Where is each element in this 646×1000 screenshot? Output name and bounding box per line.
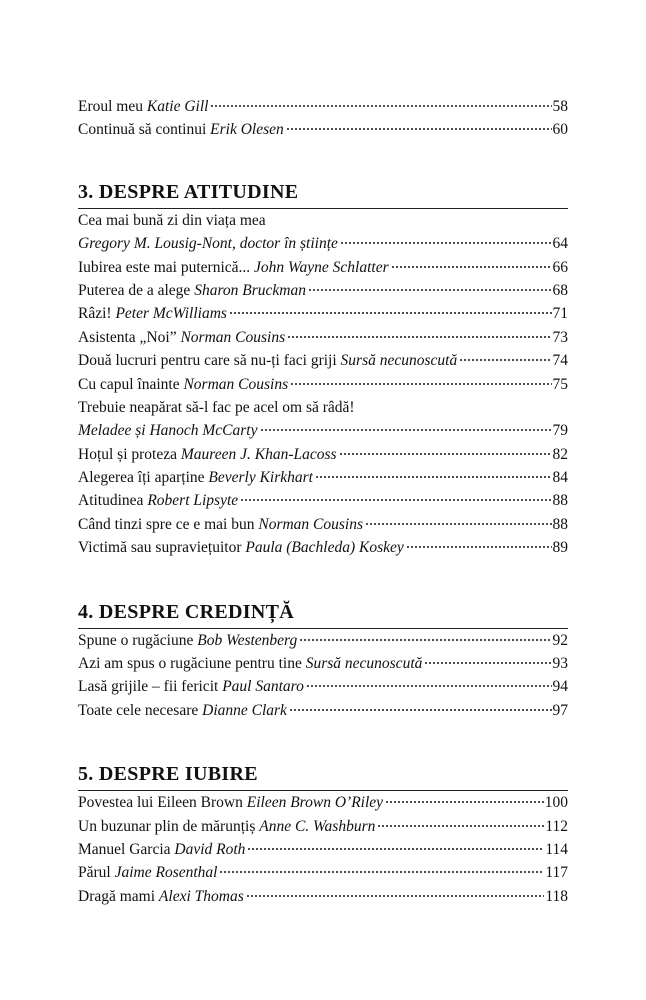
entry-author: John Wayne Schlatter: [254, 258, 389, 276]
dot-leader: [315, 475, 552, 479]
toc-entry: [78, 536, 568, 559]
entry-text: [78, 513, 363, 536]
entry-text: [78, 629, 297, 652]
dot-leader: [385, 800, 544, 804]
entry-title: Două lucruri pentru care să nu-ți faci griji: [78, 352, 341, 370]
entry-text: [78, 443, 337, 466]
entry-author: Norman Cousins: [183, 375, 289, 393]
entry-title: Toate cele necesare: [78, 701, 203, 719]
section-heading: 4. DESPRE CREDINȚĂ: [78, 598, 568, 629]
entry-text: [78, 885, 244, 908]
entry-text: [78, 256, 389, 279]
dot-leader: [210, 104, 551, 108]
entry-title: Puterea de a alege: [78, 281, 195, 299]
toc-entry: [78, 489, 568, 512]
toc-entry: [78, 699, 568, 722]
entry-text: [78, 373, 288, 396]
entry-text: [78, 466, 313, 489]
page-number: 89: [552, 539, 568, 557]
entry-author: Dianne Clark: [202, 701, 287, 719]
entry-text: [78, 699, 287, 722]
page-number: 71: [552, 305, 568, 323]
entry-author: Maureen J. Khan-Lacoss: [180, 445, 337, 463]
page-number: 73: [552, 328, 568, 346]
toc-entry: [78, 326, 568, 349]
dot-leader: [306, 684, 552, 688]
entry-author: Meladee și Hanoch McCarty: [78, 422, 258, 440]
entry-author: Robert Lipsyte: [147, 492, 239, 510]
entry-text: [78, 279, 306, 302]
dot-leader: [240, 498, 551, 502]
page-number: 92: [552, 631, 568, 649]
entry-text: [78, 652, 422, 675]
dot-leader: [247, 847, 544, 851]
page-number: 94: [552, 678, 568, 696]
entry-text: [78, 815, 375, 838]
section-heading: 5. DESPRE IUBIRE: [78, 760, 568, 791]
entry-author: Peter McWilliams: [115, 305, 227, 323]
entry-author: David Roth: [174, 840, 246, 858]
toc-entry: [78, 629, 568, 652]
dot-leader: [246, 894, 545, 898]
toc-entry: [78, 885, 568, 908]
dot-leader: [229, 311, 552, 315]
toc-entry: [78, 349, 568, 372]
dot-leader: [365, 522, 551, 526]
entry-author: Jaime Rosenthal: [114, 864, 218, 882]
page-number: 112: [545, 817, 568, 835]
entry-title: Atitudinea: [78, 492, 148, 510]
toc-entry: [78, 302, 568, 325]
entry-author: Paula (Bachleda) Koskey: [245, 539, 404, 557]
dot-leader: [339, 452, 552, 456]
entry-author: Sursă necunoscută: [305, 655, 423, 673]
entry-title: Trebuie neapărat să-l fac pe acel om să râdă!: [78, 398, 355, 416]
entry-title: Iubirea este mai puternică...: [78, 258, 255, 276]
entry-title: Continuă să continui: [78, 121, 211, 139]
page-number: 88: [552, 492, 568, 510]
dot-leader: [219, 870, 544, 874]
page-number: 82: [552, 445, 568, 463]
entry-author: Sharon Bruckman: [194, 281, 306, 299]
entry-title: Hoțul și proteza: [78, 445, 181, 463]
dot-leader: [260, 428, 552, 432]
entry-author: Norman Cousins: [180, 328, 286, 346]
dot-leader: [289, 708, 552, 712]
page-number: 60: [552, 121, 568, 139]
entry-title: Povestea lui Eileen Brown: [78, 794, 247, 812]
page-number: 100: [544, 794, 568, 812]
entry-text: [78, 489, 238, 512]
toc-entry: [78, 443, 568, 466]
entry-title: Un buzunar plin de mărunțiș: [78, 817, 260, 835]
entry-title: Spune o rugăciune: [78, 631, 198, 649]
entry-text: [78, 675, 304, 698]
dot-leader: [406, 545, 552, 549]
toc-entry: [78, 373, 568, 396]
dot-leader: [459, 358, 551, 362]
dot-leader: [290, 382, 551, 386]
dot-leader: [340, 241, 552, 245]
section-heading: 3. DESPRE ATITUDINE: [78, 178, 568, 209]
entry-author: Norman Cousins: [258, 515, 364, 533]
entry-title: Eroul meu: [78, 98, 147, 115]
page-number: 97: [552, 701, 568, 719]
toc-entry: [78, 652, 568, 675]
entry-author: Paul Santaro: [222, 678, 304, 696]
entry-title: Lasă grijile – fii fericit: [78, 678, 223, 696]
page-number: 75: [552, 375, 568, 393]
toc-entry: [78, 256, 568, 279]
table-of-contents: [78, 95, 568, 908]
page-number: 79: [552, 422, 568, 440]
toc-entry: [78, 419, 568, 442]
entry-title: Victimă sau supraviețuitor: [78, 539, 246, 557]
dot-leader: [308, 288, 552, 292]
toc-entry: [78, 791, 568, 814]
entry-text: [78, 536, 404, 559]
toc-entry: [78, 95, 568, 118]
entry-author: Bob Westenberg: [197, 631, 298, 649]
entry-title: Când tinzi spre ce e mai bun: [78, 515, 259, 533]
dot-leader: [299, 638, 551, 642]
toc-entry: [78, 232, 568, 255]
page-number: 58: [552, 98, 568, 115]
entry-title: Azi am spus o rugăciune pentru tine: [78, 655, 306, 673]
toc-entry: [78, 118, 568, 141]
toc-entry: [78, 513, 568, 536]
page-number: 64: [552, 235, 568, 253]
toc-entry-title-line: [78, 396, 568, 419]
entry-author: Anne C. Washburn: [259, 817, 376, 835]
entry-author: Gregory M. Lousig-Nont, doctor în științe: [78, 235, 338, 253]
entry-title: Manuel Garcia: [78, 840, 175, 858]
dot-leader: [424, 661, 551, 665]
entry-author: Katie Gill: [146, 98, 209, 115]
toc-entry: [78, 815, 568, 838]
page-number: 66: [552, 258, 568, 276]
entry-author: Alexi Thomas: [158, 887, 244, 905]
entry-title: Alegerea îți aparține: [78, 469, 209, 487]
page-number: 68: [552, 281, 568, 299]
dot-leader: [286, 127, 552, 131]
entry-author: Erik Olesen: [210, 121, 284, 139]
entry-title: Asistenta „Noi”: [78, 328, 181, 346]
entry-text: [78, 419, 258, 442]
page-number: 114: [545, 840, 568, 858]
toc-entry: [78, 838, 568, 861]
page-number: 88: [552, 515, 568, 533]
toc-entry: [78, 279, 568, 302]
entry-author: Sursă necunoscută: [340, 352, 458, 370]
toc-entry: [78, 861, 568, 884]
page-number: 118: [545, 887, 568, 905]
toc-entry: [78, 675, 568, 698]
entry-text: [78, 95, 208, 118]
entry-title: Cea mai bună zi din viața mea: [78, 211, 266, 229]
dot-leader: [287, 335, 551, 339]
dot-leader: [391, 265, 552, 269]
entry-title: Părul: [78, 864, 115, 882]
page-number: 74: [552, 352, 568, 370]
entry-text: [78, 861, 217, 884]
page-number: 93: [552, 655, 568, 673]
entry-text: [78, 838, 245, 861]
entry-text: [78, 349, 457, 372]
entry-text: [78, 302, 227, 325]
entry-text: [78, 232, 338, 255]
page-number: 84: [552, 469, 568, 487]
entry-text: [78, 118, 284, 141]
page-number: 117: [545, 864, 568, 882]
entry-title: Râzi!: [78, 305, 116, 323]
dot-leader: [377, 824, 544, 828]
entry-author: Eileen Brown O’Riley: [246, 794, 384, 812]
entry-title: Dragă mami: [78, 887, 159, 905]
toc-entry: [78, 466, 568, 489]
entry-title: Cu capul înainte: [78, 375, 184, 393]
entry-text: [78, 791, 383, 814]
entry-text: [78, 326, 285, 349]
entry-author: Beverly Kirkhart: [208, 469, 313, 487]
toc-entry-title-line: [78, 209, 568, 232]
